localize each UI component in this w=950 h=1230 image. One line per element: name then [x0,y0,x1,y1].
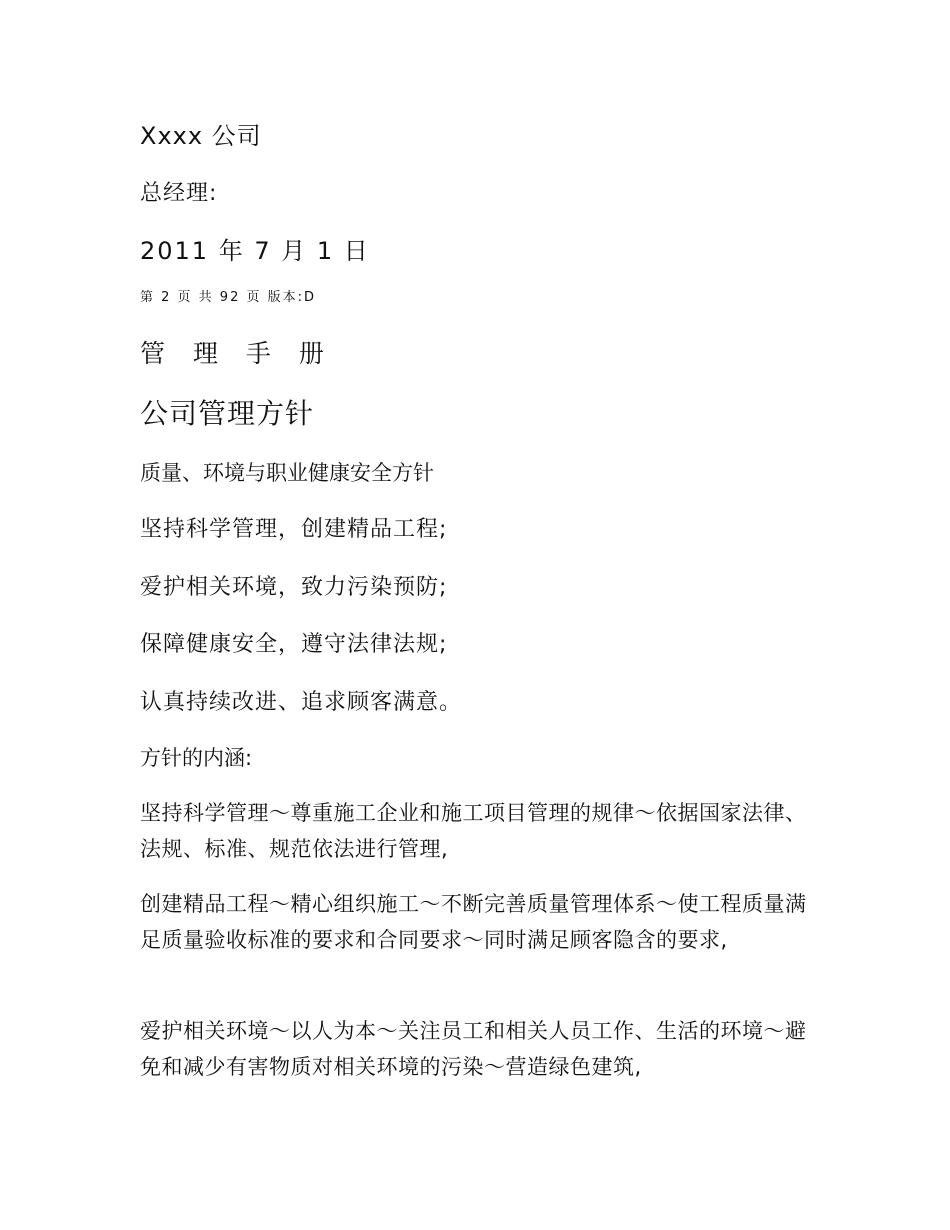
policy-subtitle: 质量、环境与职业健康安全方针 [140,461,434,485]
policy-slogan: 爱护相关环境，致力污染预防; [140,575,448,600]
company-name: Xxxx 公司 [140,122,262,150]
policy-paragraph: 坚持科学管理～尊重施工企业和施工项目管理的规律～依据国家法律、法规、标准、规范依法进行管理, [140,801,807,861]
document-date: 2011 年 7 月 1 日 [140,237,370,265]
manual-title: 管 理 手 册 [140,339,334,368]
page-info: 第 2 页 共 92 页 版本:D [140,290,316,305]
policy-paragraph: 爱护相关环境～以人为本～关注员工和相关人员工作、生活的环境～避免和减少有害物质对相关环境的污染～营造绿色建筑, [140,1019,807,1079]
general-manager-label: 总经理: [140,181,218,206]
policy-slogan: 坚持科学管理，创建精品工程; [140,517,448,542]
policy-slogan: 认真持续改进、追求顾客满意。 [140,690,463,715]
policy-slogan: 保障健康安全，遵守法律法规; [140,632,448,657]
policy-paragraph: 创建精品工程～精心组织施工～不断完善质量管理体系～使工程质量满足质量验收标准的要求和合同要求～同时满足顾客隐含的要求, [140,892,807,952]
policy-meaning-label: 方针的内涵: [140,746,253,770]
policy-heading: 公司管理方针 [140,397,315,430]
